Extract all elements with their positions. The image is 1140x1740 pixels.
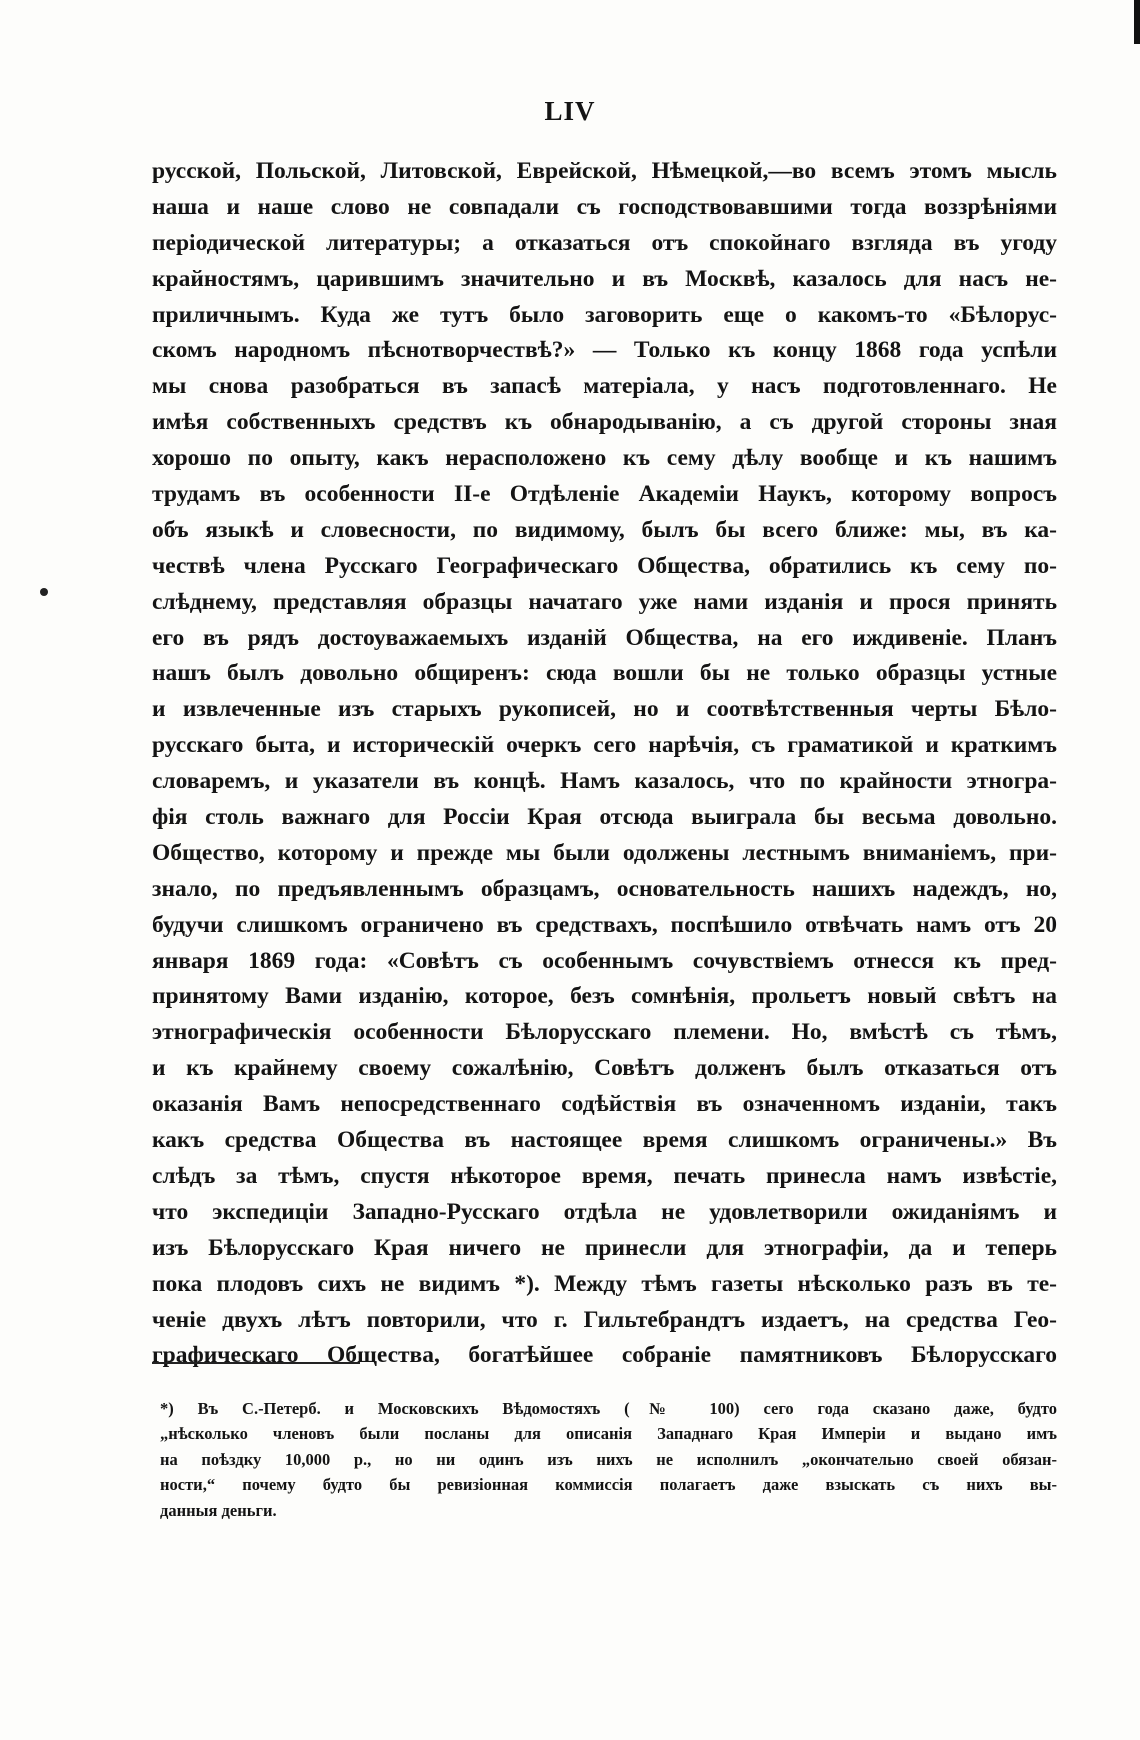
- text-line: будучи слишкомъ ограничено въ средствахъ, поспѣшило отвѣчать намъ отъ 20: [152, 911, 1057, 938]
- text-line: и къ крайнему своему сожалѣнію, Совѣтъ долженъ былъ отказаться отъ: [152, 1055, 1057, 1082]
- text-line: мы снова разобраться въ запасѣ матеріала, у насъ подготовленнаго. Не: [152, 373, 1057, 400]
- text-line: трудамъ въ особенности II-е Отдѣленіе Академіи Наукъ, которому вопросъ: [152, 481, 1057, 508]
- footnote-line: ности,“ почему будто бы ревизіонная коммиссія полагаетъ даже взыскать съ нихъ вы-: [160, 1475, 1057, 1495]
- text-line: января 1869 года: «Совѣтъ съ особеннымъ сочувствіемъ отнесся къ пред-: [152, 947, 1057, 974]
- text-line: изъ Бѣлорусскаго Края ничего не принесли для этнографіи, да и теперь: [152, 1234, 1057, 1261]
- text-line: наша и наше слово не совпадали съ господствовавшими тогда воззрѣніями: [152, 193, 1057, 220]
- text-line: крайностямъ, царившимъ значительно и въ Москвѣ, казалось для насъ не-: [152, 265, 1057, 292]
- footnote: [160, 1396, 1057, 1523]
- text-line: какъ средства Общества въ настоящее время слишкомъ ограничены.» Въ: [152, 1127, 1057, 1154]
- text-line: слѣдъ за тѣмъ, спустя нѣкоторое время, печать принесла намъ извѣстіе,: [152, 1162, 1057, 1189]
- text-line: словаремъ, и указатели въ концѣ. Намъ казалось, что по крайности этногра-: [152, 768, 1057, 795]
- text-line: принятому Вами изданію, которое, безъ сомнѣнія, прольетъ новый свѣтъ на: [152, 983, 1057, 1010]
- text-line: хорошо по опыту, какъ нерасположено къ сему дѣлу вообще и къ нашимъ: [152, 445, 1057, 472]
- page-number: LIV: [544, 96, 596, 126]
- text-line: фія столь важнаго для Россіи Края отсюда выиграла бы весьма довольно.: [152, 804, 1057, 831]
- text-line: оказанія Вамъ непосредственнаго содѣйствія въ означенномъ изданіи, такъ: [152, 1091, 1057, 1118]
- scan-speck: [40, 588, 48, 596]
- footnote-rule: [152, 1362, 360, 1364]
- text-line: слѣднему, представляя образцы начатаго уже нами изданія и прося принять: [152, 588, 1057, 615]
- text-line: нашъ былъ довольно общиренъ: сюда вошли бы не только образцы устные: [152, 660, 1057, 687]
- text-line: періодической литературы; а отказаться отъ спокойнаго взгляда въ угоду: [152, 229, 1057, 256]
- text-line: имѣя собственныхъ средствъ къ обнародыванію, а съ другой стороны зная: [152, 409, 1057, 436]
- scan-edge-mark: [1134, 0, 1140, 44]
- text-line: приличнымъ. Куда же тутъ было заговорить еще о какомъ-то «Бѣлорус-: [152, 301, 1057, 328]
- footnote-line: „нѣсколько членовъ были посланы для описанія Западнаго Края Имперіи и выдано имъ: [160, 1424, 1057, 1444]
- text-line: Общество, которому и прежде мы были одолжены лестнымъ вниманіемъ, при-: [152, 839, 1057, 866]
- footnote-line: данныя деньги.: [160, 1500, 277, 1520]
- footnote-line: *) Въ С.-Петерб. и Московскихъ Вѣдомостяхъ (№ 100) сего года сказано даже, будто: [160, 1399, 1057, 1418]
- text-line: этнографическія особенности Бѣлорусскаго племени. Но, вмѣстѣ съ тѣмъ,: [152, 1019, 1057, 1046]
- text-line: русскаго быта, и историческій очеркъ сего нарѣчія, съ граматикой и краткимъ: [152, 732, 1057, 759]
- text-line: и извлеченные изъ старыхъ рукописей, но и соотвѣтственныя черты Бѣло-: [152, 696, 1057, 723]
- text-line: пока плодовъ сихъ не видимъ *). Между тѣмъ газеты нѣсколько разъ въ те-: [152, 1270, 1057, 1297]
- text-line: что экспедиціи Западно-Русскаго отдѣла не удовлетворили ожиданіямъ и: [152, 1198, 1057, 1225]
- body-text: [152, 154, 1057, 1374]
- text-line: скомъ народномъ пѣснотворчествѣ?» — Только къ концу 1868 года успѣли: [152, 337, 1057, 364]
- text-line: чествѣ члена Русскаго Географическаго Общества, обратились къ сему по-: [152, 552, 1057, 579]
- text-line: объ языкѣ и словесности, по видимому, былъ бы всего ближе: мы, въ ка-: [152, 516, 1057, 543]
- text-line: графическаго Общества, богатѣйшее собраніе памятниковъ Бѣлорусскаго: [152, 1342, 1057, 1369]
- text-line: знало, по предъявленнымъ образцамъ, основательность нашихъ надеждъ, но,: [152, 875, 1057, 902]
- text-line: его въ рядъ достоуважаемыхъ изданій Общества, на его иждивеніе. Планъ: [152, 624, 1057, 651]
- footnote-line: на поѣздку 10,000 р., но ни одинъ изъ нихъ не исполнилъ „окончательно своей обязан-: [160, 1449, 1057, 1469]
- text-line: русской, Польской, Литовской, Еврейской, Нѣмецкой,—во всемъ этомъ мысль: [152, 158, 1057, 184]
- text-line: ченіе двухъ лѣтъ повторили, что г. Гильтебрандтъ издаетъ, на средства Гео-: [152, 1306, 1057, 1333]
